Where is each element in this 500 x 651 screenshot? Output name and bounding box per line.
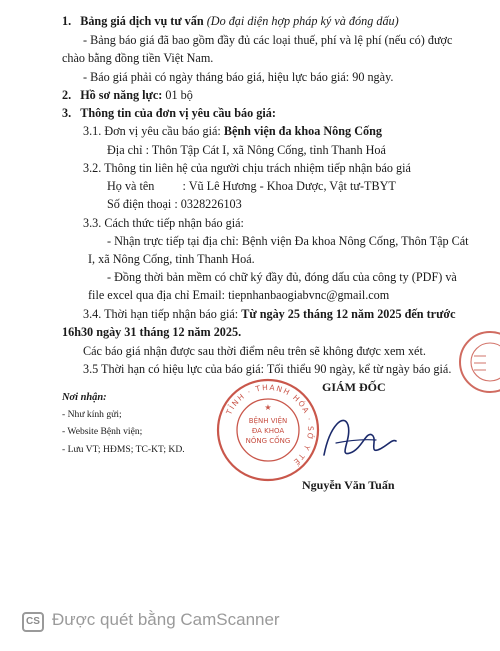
item-3-heading [62, 106, 276, 121]
recipient-item: - Như kính gửi; [62, 409, 122, 420]
recipient-item: - Website Bệnh viện; [62, 426, 143, 437]
item-2-title: Hồ sơ năng lực: [80, 88, 163, 102]
page-seal-partial [454, 326, 500, 396]
item-2-number: 2. [62, 88, 72, 102]
item-2-value: 01 bộ [165, 88, 193, 102]
signer-name: Nguyễn Văn Tuấn [302, 478, 395, 492]
vat-note-line-1: - Bảng báo giá đã bao gồm đầy đủ các loại thuế, phí và lệ phí (nếu có) được [83, 33, 453, 47]
requesting-unit-name: Bệnh viện đa khoa Nông Cống [223, 124, 382, 138]
late-quotes-note: Các báo giá nhận được sau thời điểm nêu trên sẽ không được xem xét. [83, 344, 426, 358]
camscanner-logo-icon: CS [22, 612, 44, 632]
official-stamp [214, 376, 322, 484]
deadline-line-1 [83, 307, 456, 322]
receive-method-direct-2: I, xã Nông Cống, tỉnh Thanh Hoá. [88, 252, 255, 266]
item-1-title: Bảng giá dịch vụ tư vấn [80, 14, 204, 28]
item-3-number: 3. [62, 106, 72, 120]
contact-phone: Số điện thoại : 0328226103 [107, 197, 242, 211]
item-1-heading [62, 14, 399, 29]
receive-method-email-1: - Đồng thời bản mềm có chữ ký đầy đủ, đóng dấu của công ty (PDF) và [107, 270, 457, 284]
camscanner-text: Được quét bằng CamScanner [52, 610, 280, 629]
deadline-line-2: 16h30 ngày 31 tháng 12 năm 2025. [62, 325, 242, 339]
contact-name-label: Họ và tên [107, 179, 155, 193]
stamp-line: ĐA KHOA [251, 427, 285, 435]
item-1-number: 1. [62, 14, 72, 28]
receive-method-email-2: file excel qua địa chỉ Email: tiepnhanbaogiabvnc@gmail.com [88, 288, 390, 302]
requesting-unit-label: 3.1. Đơn vị yêu cầu báo giá: [83, 124, 221, 138]
stamp-star-icon: ★ [264, 403, 272, 412]
stamp-line: NÔNG CỐNG [245, 437, 291, 445]
receive-method-heading: 3.3. Cách thức tiếp nhận báo giá: [83, 216, 244, 230]
contact-name-value: : Vũ Lê Hương - Khoa Dược, Vật tư-TBYT [182, 179, 396, 193]
contact-info-heading: 3.2. Thông tin liên hệ của người chịu trách nhiệm tiếp nhận báo giá [83, 161, 411, 175]
recipients-heading: Nơi nhận: [62, 392, 107, 403]
item-2-heading [62, 88, 193, 103]
signer-title: GIÁM ĐỐC [322, 380, 386, 394]
recipient-item: - Lưu VT; HĐMS; TC-KT; KD. [62, 444, 185, 455]
contact-name [107, 179, 396, 194]
validity-note: - Báo giá phải có ngày tháng báo giá, hiệu lực báo giá: 90 ngày. [83, 70, 394, 84]
item-1-note: (Do đại diện hợp pháp ký và đóng dấu) [206, 14, 399, 28]
camscanner-watermark [0, 600, 500, 651]
item-3-title: Thông tin của đơn vị yêu cầu báo giá: [80, 106, 276, 120]
stamp-line: BỆNH VIỆN [248, 417, 288, 425]
requesting-unit [83, 124, 382, 139]
deadline-from: Từ ngày 25 tháng 12 năm 2025 đến trước [241, 307, 456, 321]
receive-method-direct-1: - Nhận trực tiếp tại địa chỉ: Bệnh viện Đa khoa Nông Cống, Thôn Tập Cát [107, 234, 469, 248]
validity-period: 3.5 Thời hạn có hiệu lực của báo giá: Tối thiểu 90 ngày, kể từ ngày báo giá. [83, 362, 452, 376]
vat-note-line-2: chào bằng đồng tiền Việt Nam. [62, 51, 214, 65]
address-line: Địa chỉ : Thôn Tập Cát I, xã Nông Cống, tỉnh Thanh Hoá [107, 143, 386, 157]
stamp-ring-text: TỈNH · THANH HÓA · SỞ Y TẾ [224, 382, 316, 468]
deadline-label: 3.4. Thời hạn tiếp nhận báo giá: [83, 307, 239, 321]
